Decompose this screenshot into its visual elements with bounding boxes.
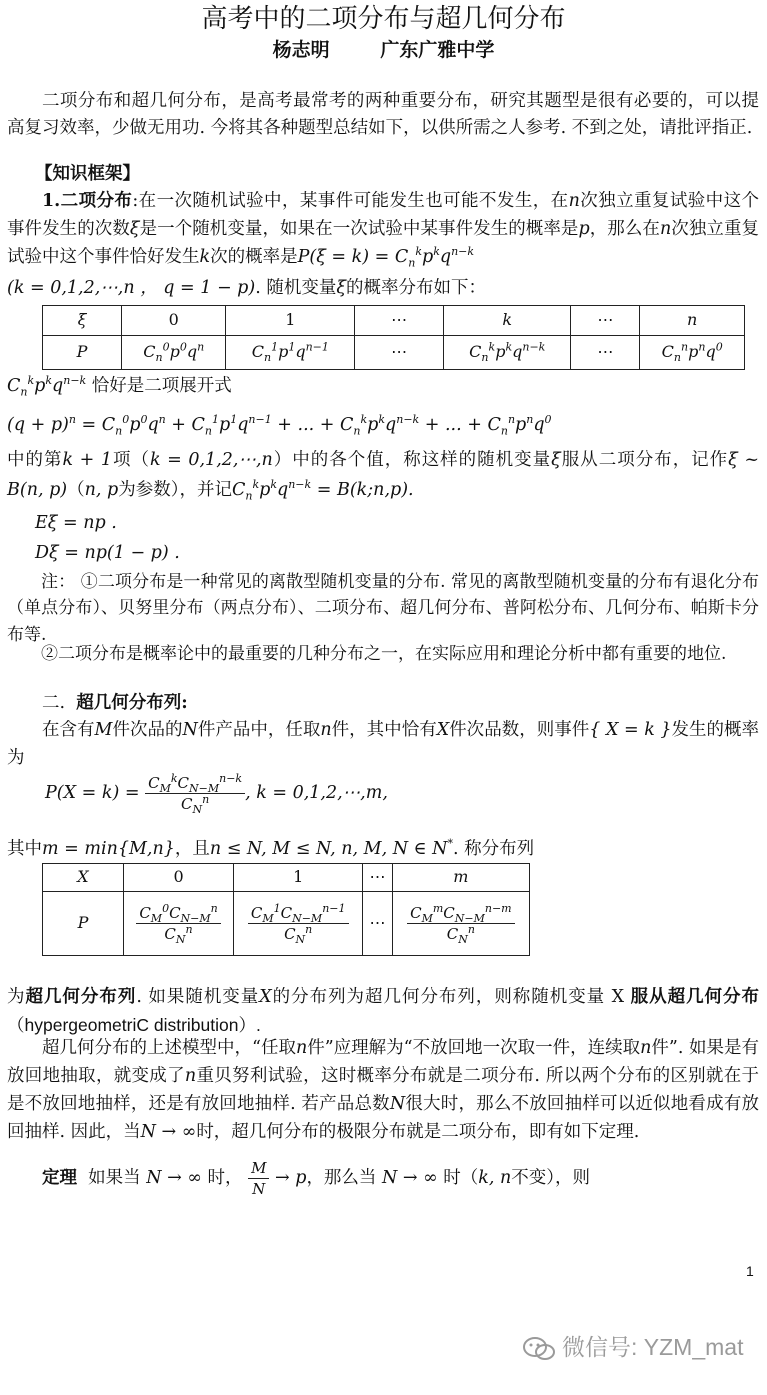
expansion-intro: $C_n^kp^kq^{n-k}$ 恰好是二项展开式 — [7, 374, 232, 399]
variance-formula: Dξ = np(1 − p) . — [35, 543, 180, 563]
author-name: 杨志明 — [272, 39, 330, 61]
wechat-icon — [522, 1336, 556, 1362]
section2-heading: 二. 超几何分布列: — [42, 693, 188, 713]
binomial-distribution-table: ξ 0 1 ⋯ k ⋯ n P $C_n^0p^0q^n$ $C_n^1p^1q^{n-1}$ ⋯ $C_n^kp^kq^{n-k}$ ⋯ $C_n^np^nq^0$ — [42, 305, 745, 370]
binomial-probability-formula: $P(\xi = k) = C_n^kp^kq^{n-k}$ — [297, 245, 475, 270]
hypergeometric-condition: 其中m = min{M,n}，且n ≤ N, M ≤ N, n, M, N ∈ N*. 称分布列 — [7, 837, 535, 859]
binomial-expansion: $(q + p)^n = C_n^0p^0q^n + C_n^1p^1q^{n-1}$ + ... + $C_n^kp^kq^{n-k}$ + ... + $C_n^np^nq^0$ — [7, 413, 552, 438]
wechat-watermark: 微信号: YZM_mat — [522, 1330, 743, 1366]
theorem: 定理 如果当 N → ∞ 时， $\frac{M}{N}$ → p，那么当 N → ∞ 时（k, n不变），则 — [42, 1159, 591, 1198]
section1-heading: 1.二项分布 — [42, 191, 133, 211]
binomial-condition: (k = 0,1,2,⋯,n ， q = 1 − p). 随机变量ξ的概率分布如下： — [7, 278, 486, 298]
page-title: 高考中的二项分布与超几何分布 — [201, 4, 566, 34]
expectation-formula: Eξ = np . — [35, 513, 117, 533]
hypergeometric-distribution-table: X 0 1 ⋯ m P $\frac{C_M^0C_{N-M}^n}{C_N^n}$ $\frac{C_M^1C_{N-M}^{n-1}}{C_N^n}$ ⋯ $\frac{C_M^mC_{N-M}^{n-m}}{C_N^n}$ — [42, 863, 530, 956]
intro-paragraph: 二项分布和超几何分布，是高考最常考的两种重要分布，研究其题型是很有必要的，可以提高复习效率，少做无用功. 今将其各种题型总结如下，以供所需之人参考. 不到之处，请批评指正. — [7, 91, 759, 139]
section2-paragraph: 在含有M件次品的N件产品中，任取n件，其中恰有X件次品数，则事件{ X = k }发生的概率为 — [7, 720, 760, 768]
note-2: ②二项分布是概率论中的最重要的几种分布之一，在实际应用和理论分析中都有重要的地位. — [41, 644, 727, 664]
author-line — [0, 36, 767, 64]
author-school: 广东广雅中学 — [380, 39, 495, 61]
binomial-definition: 中的第k + 1项（k = 0,1,2,⋯,n）中的各个值，称这样的随机变量ξ服从二项分布，记作ξ ~ B(n, p)（n, p为参数），并记$C_n^kp^kq^{n-k}$ = B(k;n,p). — [7, 450, 760, 503]
hypergeometric-explanation: 超几何分布的上述模型中，“任取n件”应理解为“不放回地一次取一件，连续取n件”. 如果是有放回地抽取，就变成了n重贝努利试验，这时概率分布就是二项分布. 所以两个分布的区别就在于是不放回地抽样，还是有放回地抽样. 若产品总数N很大时，那么不放回抽样可以近似地看成有放回抽样. 因此，当N → ∞时，超几何分布的极限分布就是二项分布，即有如下定理. — [7, 1038, 760, 1142]
page-number: 1 — [746, 1263, 754, 1279]
note-1: 注： ①二项分布是一种常见的离散型随机变量的分布. 常见的离散型随机变量的分布有退化分布（单点分布）、贝努里分布（两点分布）、二项分布、超几何分布、普阿松分布、几何分布、帕斯卡分布等. — [7, 572, 759, 645]
section1-paragraph: 1.二项分布:在一次随机试验中，某事件可能发生也可能不发生，在n次独立重复试验中这个事件发生的次数ξ是一个随机变量，如果在一次试验中某事件发生的概率是p，那么在n次独立重复试验中这个事件恰好发生k次的概率是$P(\xi = k) = C_n^kp^kq^{n-k}$ — [7, 191, 760, 270]
framework-heading: 【知识框架】 — [35, 164, 140, 184]
hypergeometric-definition: 为超几何分布列. 如果随机变量X的分布列为超几何分布列，则称随机变量 X 服从超几何分布（hypergeometriC distribution）. — [7, 987, 759, 1035]
hypergeometric-formula: P(X = k) = $\frac{C_M^kC_{N-M}^{n-k}}{C_N^n}$ , k = 0,1,2,⋯,m, — [45, 772, 388, 816]
